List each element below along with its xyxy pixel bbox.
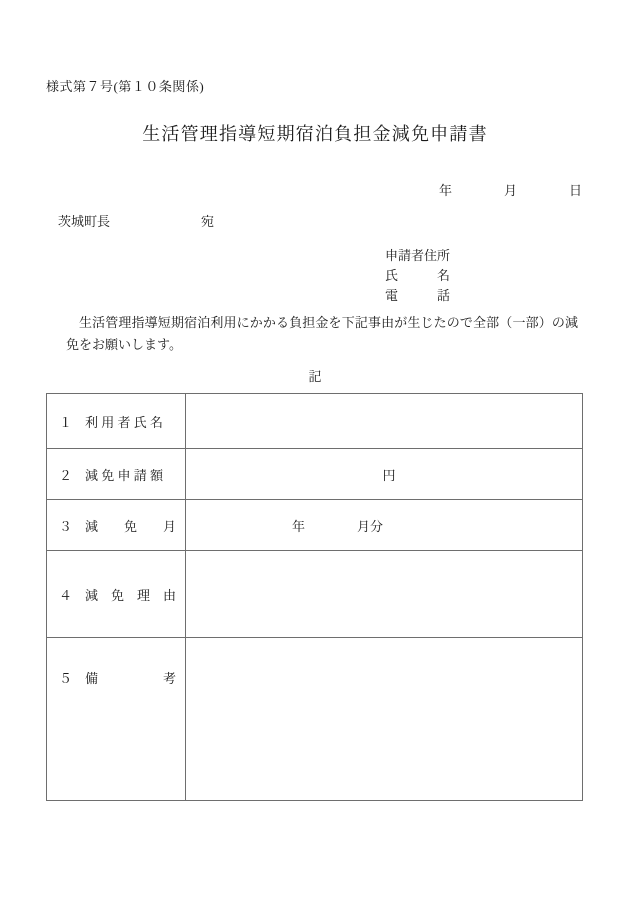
row-label-requested-amount: ２ 減 免 申 請 額 xyxy=(47,449,186,500)
application-table xyxy=(46,393,583,801)
row-value-user-name[interactable] xyxy=(186,394,583,449)
row-label-remarks: ５ 備 考 xyxy=(47,638,186,801)
row-value-exemption-reason[interactable] xyxy=(186,551,583,638)
addressee-line: 茨城町長 宛 xyxy=(58,214,215,229)
ki-marker: 記 xyxy=(308,369,322,384)
form-number: 様式第７号(第１０条関係) xyxy=(46,79,205,94)
date-line: 年 月 日 xyxy=(438,183,582,198)
table-row xyxy=(47,394,583,449)
applicant-block xyxy=(385,246,450,306)
page-title: 生活管理指導短期宿泊負担金減免申請書 xyxy=(142,124,488,144)
applicant-name-label: 氏 名 xyxy=(385,268,451,283)
table-row xyxy=(47,551,583,638)
row-value-exemption-month[interactable] xyxy=(186,500,583,551)
row-value-exemption-month-text: 年 月分 xyxy=(292,518,384,534)
row-label-user-name: １ 利 用 者 氏 名 xyxy=(47,394,186,449)
applicant-phone-label: 電 話 xyxy=(385,288,451,303)
row-value-requested-amount[interactable] xyxy=(186,449,583,500)
body-paragraph: 生活管理指導短期宿泊利用にかかる負担金を下記事由が生じたので全部（一部）の減免をお願いします。 xyxy=(66,315,578,352)
table-row xyxy=(47,500,583,551)
applicant-address-label: 申請者住所 xyxy=(385,248,451,263)
table-row xyxy=(47,449,583,500)
row-label-exemption-month: ３ 減 免 月 xyxy=(47,500,186,551)
table-row xyxy=(47,638,583,801)
row-value-requested-amount-text: 円 xyxy=(382,467,396,483)
row-value-remarks[interactable] xyxy=(186,638,583,801)
row-label-exemption-reason: ４ 減 免 理 由 xyxy=(47,551,186,638)
